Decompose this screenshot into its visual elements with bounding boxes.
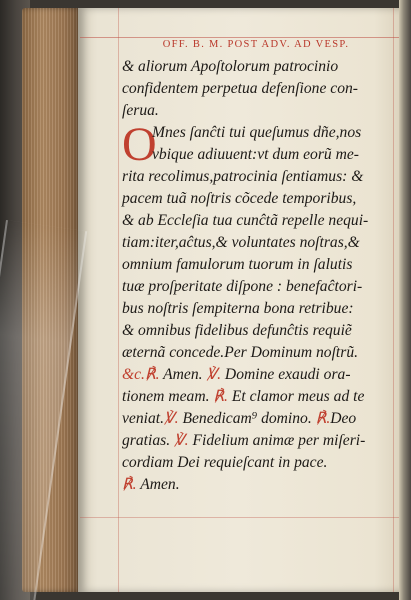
text-line [122,386,394,408]
text-span: Fidelium animæ per miſeri- [188,432,366,449]
rubric-mark: ℟. [315,410,331,427]
rubric-mark: ℟. [144,366,160,383]
text-line: rita recolimus,patrocinia ſentiamus: & [122,168,364,185]
text-line: bus noſtris ſempiterna bona retribue: [122,300,354,317]
text-line: æternã concede.Per Dominum noſtrũ. [122,344,359,361]
rubric-mark: ℣. [174,432,189,449]
ruled-line-left [118,8,119,592]
text-line: omnium famulorum tuorum in ſalutis [122,256,353,273]
rubric-mark: ℣. [164,410,179,427]
text-line: pacem tuã noſtris cõcede temporibus, [122,190,357,207]
running-head: OFF. B. M. POST ADV. AD VESP. [162,39,350,50]
rubric-mark: ℣. [206,366,222,383]
text-line: tuæ proſperitate diſpone : benefaĉtori- [122,278,363,295]
background-right [399,0,411,600]
text-line: & aliorum Apoſtolorum patrocinio [122,58,339,75]
text-span: tionem meam. [122,388,214,405]
text-span: Et clamor meus ad te [227,388,365,405]
text-line: confidentem perpetua defenſione con- [122,80,358,97]
text-line: tiam:iter,aĉtus,& voluntates noſtras,& [122,234,360,251]
text-span: Domine exaudi ora- [221,366,351,383]
text-line [122,430,394,452]
text-line [122,364,394,386]
text-line: cordiam Dei requieſcant in pace. [122,454,328,471]
ruled-line-bottom [80,517,399,518]
rubric-mark: ℟. [213,388,228,405]
drop-initial: O [122,118,157,171]
text-span: Benedicam⁹ domino. [178,410,316,427]
text-span: Amen. [136,476,180,493]
text-span: Amen. [159,366,207,383]
text-line [122,408,394,430]
text-line: & ab Eccleſia tua cunĉtã repelle nequi- [122,212,369,229]
text-span: veniat. [122,410,164,427]
text-line: Mnes ſanĉti tui queſumus dñe,nos [152,124,362,141]
text-span: gratias. [122,432,174,449]
rubric-mark: &c. [122,366,145,383]
rubric-mark: ℟. [122,476,137,493]
text-span: Deo [330,410,357,427]
text-line: vbique adiuuent:vt dum eorũ me- [152,146,359,163]
text-line [122,474,394,496]
text-line: & omnibus fidelibus defunĉtis requiẽ [122,322,352,339]
ruled-line-top [80,37,399,38]
text-line: ſerua. [122,102,159,119]
